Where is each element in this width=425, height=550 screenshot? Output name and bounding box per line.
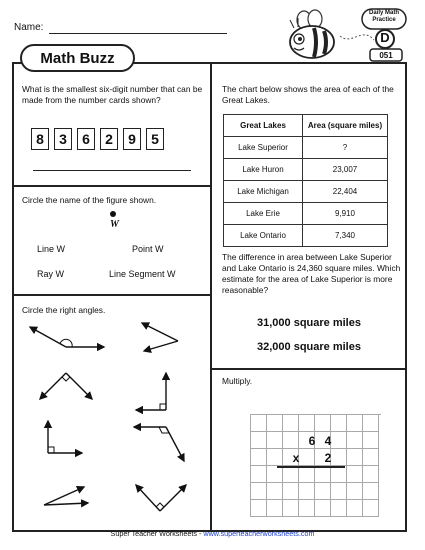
grid-cell[interactable] [347, 500, 363, 517]
number-card: 2 [100, 128, 118, 150]
table-header: Great Lakes [224, 115, 303, 137]
badge-number: 051 [379, 51, 393, 60]
lake-name: Lake Huron [224, 159, 303, 181]
table-header-row [224, 115, 388, 137]
angle-figure-4[interactable] [136, 373, 166, 410]
grid-cell[interactable] [251, 449, 267, 466]
q4-question: The difference in area between Lake Superior and Lake Ontario is 24,360 square miles. Which estimate for the area of Lake Superior is more reasonable? [222, 252, 401, 295]
grid-cell[interactable] [299, 415, 315, 432]
badge-letter: D [380, 30, 390, 45]
grid-cell[interactable] [347, 449, 363, 466]
answer-option-2[interactable]: 32,000 square miles [257, 341, 361, 353]
grid-cell[interactable] [347, 466, 363, 483]
angle-figures [16, 315, 206, 527]
name-line[interactable] [49, 33, 227, 34]
q1-answer-line[interactable] [33, 170, 191, 171]
answer-option-1[interactable]: 31,000 square miles [257, 317, 361, 329]
lake-area: 23,007 [303, 159, 388, 181]
number-card: 5 [146, 128, 164, 150]
grid-cell[interactable] [363, 500, 379, 517]
grid-cell[interactable] [363, 466, 379, 483]
grid-cell[interactable] [315, 500, 331, 517]
product-line [277, 466, 345, 468]
angle-figure-2[interactable] [142, 323, 178, 351]
lake-name: Lake Superior [224, 137, 303, 159]
number-cards [31, 128, 164, 150]
page-title: Math Buzz [20, 44, 135, 72]
point-dot [110, 211, 116, 217]
grid-cell[interactable] [331, 483, 347, 500]
number-card: 9 [123, 128, 141, 150]
q5-prompt: Multiply. [222, 376, 253, 386]
times-symbol: x [292, 450, 300, 465]
table-row [224, 137, 388, 159]
table-row [224, 159, 388, 181]
angle-figure-5[interactable] [48, 421, 82, 453]
point-label: W [110, 219, 119, 230]
q4-intro: The chart below shows the area of each of the Great Lakes. [222, 84, 394, 105]
option-line-segment[interactable]: Line Segment W [109, 269, 176, 279]
table-header: Area (square miles) [303, 115, 388, 137]
grid-cell[interactable] [347, 415, 363, 432]
grid-cell[interactable] [347, 483, 363, 500]
grid-cell[interactable] [363, 432, 379, 449]
footer-link[interactable]: www.superteacherworksheets.com [203, 529, 315, 538]
grid-cell[interactable] [267, 483, 283, 500]
q2-prompt: Circle the name of the figure shown. [22, 195, 157, 205]
grid-cell[interactable] [315, 466, 331, 483]
grid-cell[interactable] [251, 500, 267, 517]
option-ray[interactable]: Ray W [37, 269, 64, 279]
grid-cell[interactable] [283, 415, 299, 432]
footer [0, 529, 425, 538]
grid-cell[interactable] [283, 466, 299, 483]
lake-area: 22,404 [303, 181, 388, 203]
grid-cell[interactable] [347, 432, 363, 449]
grid-cell[interactable] [299, 466, 315, 483]
grid-cell[interactable] [267, 415, 283, 432]
lake-name: Lake Erie [224, 203, 303, 225]
angle-figure-3[interactable] [40, 373, 92, 399]
q1-question: What is the smallest six-digit number that can be made from the number cards shown? [22, 84, 203, 105]
grid-cell[interactable] [331, 415, 347, 432]
option-point[interactable]: Point W [132, 244, 164, 254]
footer-text: Super Teacher Worksheets - [110, 529, 204, 538]
digit-multiplier: 2 [324, 450, 332, 465]
number-card: 8 [31, 128, 49, 150]
badge-label: Daily Math Practice [368, 10, 399, 23]
grid-cell[interactable] [267, 500, 283, 517]
digit-top-tens: 6 [308, 433, 316, 448]
multiplication-grid[interactable] [250, 414, 381, 517]
grid-cell[interactable] [363, 449, 379, 466]
lake-area: ? [303, 137, 388, 159]
divider-q4 [210, 368, 407, 370]
grid-cell[interactable] [331, 466, 347, 483]
grid-cell[interactable] [315, 483, 331, 500]
table-row [224, 203, 388, 225]
angle-figure-6[interactable] [134, 427, 184, 461]
grid-cell[interactable] [363, 415, 379, 432]
grid-cell[interactable] [251, 483, 267, 500]
grid-cell[interactable] [251, 466, 267, 483]
column-divider [210, 62, 212, 532]
grid-cell[interactable] [283, 500, 299, 517]
divider-q2 [12, 294, 210, 296]
lake-area: 7,340 [303, 225, 388, 247]
number-card: 3 [54, 128, 72, 150]
grid-cell[interactable] [267, 449, 283, 466]
grid-cell[interactable] [299, 483, 315, 500]
grid-cell[interactable] [251, 415, 267, 432]
grid-cell[interactable] [363, 483, 379, 500]
angle-figure-1[interactable] [30, 327, 104, 347]
lake-area: 9,910 [303, 203, 388, 225]
grid-cell[interactable] [315, 415, 331, 432]
grid-cell[interactable] [267, 466, 283, 483]
number-card: 6 [77, 128, 95, 150]
option-line[interactable]: Line W [37, 244, 66, 254]
digit-top-ones: 4 [324, 433, 332, 448]
q3-prompt: Circle the right angles. [22, 305, 106, 315]
lake-name: Lake Ontario [224, 225, 303, 247]
grid-cell[interactable] [283, 432, 299, 449]
name-label: Name: [14, 22, 44, 33]
grid-cell[interactable] [283, 483, 299, 500]
angle-figure-8[interactable] [136, 485, 186, 511]
lake-name: Lake Michigan [224, 181, 303, 203]
table-row [224, 181, 388, 203]
grid-cell[interactable] [251, 432, 267, 449]
grid-cell[interactable] [299, 500, 315, 517]
angle-figure-7[interactable] [44, 487, 88, 505]
great-lakes-table [223, 114, 388, 247]
table-row [224, 225, 388, 247]
grid-cell[interactable] [331, 500, 347, 517]
grid-cell[interactable] [267, 432, 283, 449]
divider-q1 [12, 185, 210, 187]
